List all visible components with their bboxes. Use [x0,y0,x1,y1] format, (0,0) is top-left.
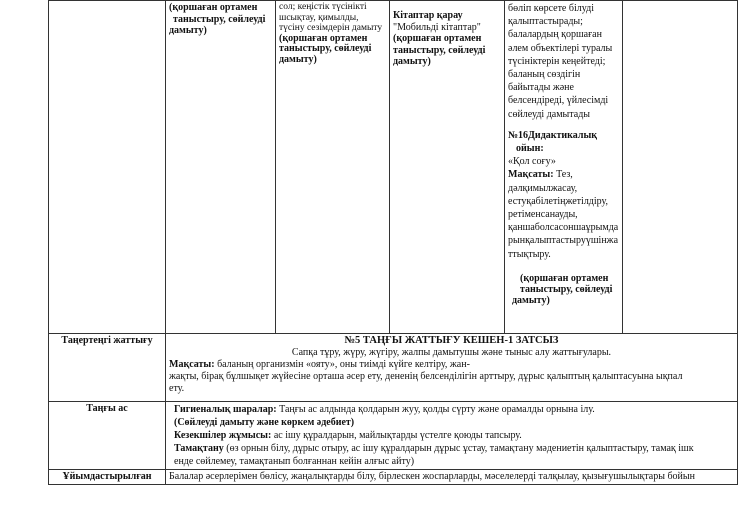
game-title: №16Дидактикалық [508,129,598,141]
activity-row [49,1,738,334]
text-line: ттықтыру. [508,248,551,260]
text-line: таныстыру, сөйлеуді [173,13,266,25]
text-line: баланың сөздігін [508,69,581,81]
organized-cell: Балалар әсерлерімен бөлісу, жаңалықтарды білу, бірлескен жоспарларды, мәселелерді талқылау, қызығушылықтары бойын [166,470,738,485]
eating-text: (өз орнын білу, дұрыс отыру, ас ішу құралдарын дұрыс ұстау, тамақтану мәдениетін қалыптастыру, тамақ ішк [223,443,694,454]
text-line: түсініктерін кеңейтеді; [508,55,606,67]
organized-label: Ұйымдастырылған [49,470,166,485]
morning-exercise-label: Таңертеңгі жаттығу [49,334,166,402]
text-line: дамыту) [512,294,550,306]
text-line: шсықтау, қимылды, [279,12,359,23]
breakfast-cell [166,402,738,470]
text-line: таныстыру, сөйлеуді [393,44,486,56]
goal-label: Мақсаты: [508,169,554,181]
text-line: (қоршаған ортамен [279,32,368,44]
text-line: дамыту) [169,25,207,36]
morning-exercise-row [49,334,738,402]
text-line: балалардың қоршаған [508,29,602,41]
activity-cell-6 [623,1,738,334]
text-line: бөліп көрсете білуді [508,3,594,14]
text-line: түсіну сезімдерін дамыту [279,23,383,33]
text-line: таныстыру, сөйлеуді [520,283,613,295]
eating-text: енде сөйлемеу, тамақтанып болғаннан кейін алғыс айту) [174,456,415,467]
morning-exercise-cell [166,334,738,402]
text-line: дамыту) [279,53,317,65]
books-title: Кітаптар қарау [393,10,463,21]
duty-label: Кезекшілер жұмысы: [174,430,272,441]
text-line: ретіменсанауды, [508,209,578,221]
goal-text: ету. [169,382,185,394]
activity-cell-4 [390,1,505,334]
text-line: сөйлеуді дамытады [508,108,591,120]
text-line: қаншаболсасоншаұрымда [508,222,619,234]
text-line: дәлқимылжасау, [508,182,578,194]
text-line: әлем объектілері туралы [508,42,613,54]
game-title: ойын: [516,143,544,155]
books-subtitle: "Мобильді кітаптар" [393,21,481,33]
eating-label: Тамақтану [174,443,224,454]
activity-cell-2 [166,1,276,334]
text-line: (қоршаған ортамен [169,2,258,13]
breakfast-label: Таңғы ас [49,402,166,470]
hygiene-text: Таңғы ас алдында қолдарын жуу, қолды сүрту және орамалды орнына ілу. [276,404,595,415]
text-line: естуқабілетіңжетілдіру, [508,195,609,207]
hygiene-label: Гигиеналық шаралар: [174,404,277,415]
text-line: қалыптастырады; [508,16,583,28]
goal-text: Тез, [556,169,573,181]
exercise-subtitle: Сапқа тұру, жүру, жүгіру, жалпы дамытушы және тыныс алу жаттығулары. [291,347,612,358]
goal-text: жақты, бірақ бұлшықет жүйесіне орташа әсер ету, дененің белсенділігін арттыру, дұрыс қалыптың қалыптасуына ықпал [169,370,683,382]
game-name: «Қол соғу» [508,156,556,168]
text-line: дамыту) [393,56,431,67]
text-line: (қоршаған ортамен [520,272,609,284]
text-line: байытады және [508,82,574,94]
speech-note: (Сөйлеуді дамыту және көркем әдебиет) [174,417,355,428]
schedule-table [48,0,738,485]
row-label-empty [49,1,166,334]
breakfast-row [49,402,738,470]
text-line: сол; кеңістік түсінікті [279,2,367,12]
goal-text: баланың организмін «ояту», оны тиімді күйге келтіру, жан- [214,358,470,370]
goal-label: Мақсаты: [169,358,215,370]
exercise-title: №5 ТАҢҒЫ ЖАТТЫҒУ КЕШЕН-1 ЗАТСЫЗ [344,335,559,346]
activity-cell-5 [505,1,623,334]
duty-text: ас ішу құралдарын, майлықтарды үстелге қоюды тапсыру. [271,430,522,441]
activity-cell-3 [276,1,390,334]
organized-row [49,470,738,485]
text-line: белсендіреді, үйлесімді [508,95,609,107]
document-page [48,0,737,482]
text-line: (қоршаған ортамен [393,33,482,44]
text-line: таныстыру, сөйлеуді [279,43,372,54]
text-line: рынқалыптастыруүшінжа [508,235,619,247]
